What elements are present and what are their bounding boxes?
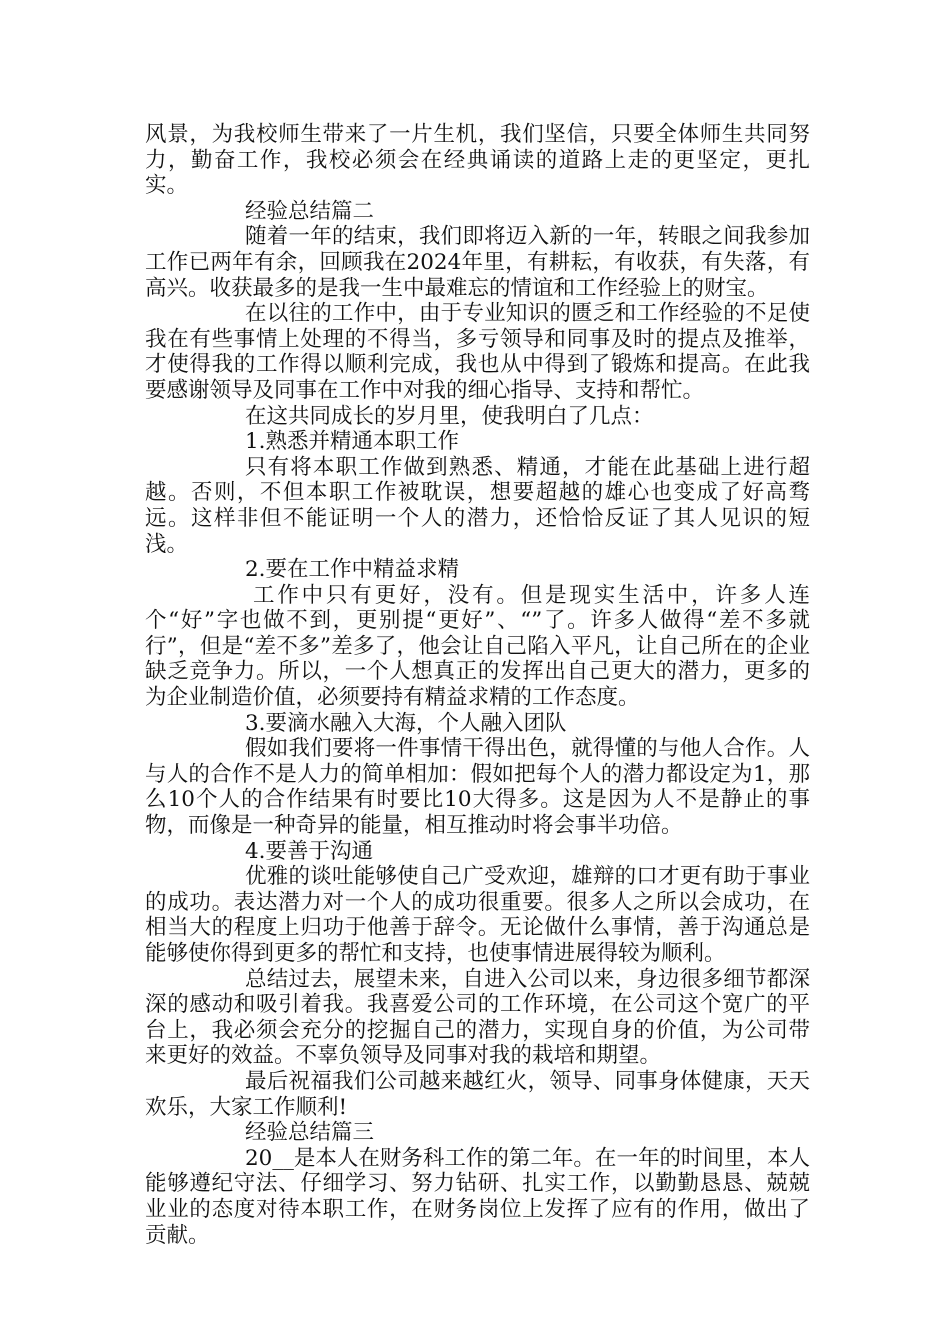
- paragraph: 在以往的工作中，由于专业知识的匮乏和工作经验的不足使我在有些事情上处理的不得当，多亏领导和同事及时的提点及推举，才使得我的工作得以顺利完成，我也从中得到了锻炼和提高。在此我要感谢领导及同事在工作中对我的细心指导、支持和帮忙。: [145, 301, 810, 403]
- document-body: [145, 122, 810, 1248]
- paragraph: 20__是本人在财务科工作的第二年。在一年的时间里，本人能够遵纪守法、仔细学习、努力钻研、扎实工作，以勤勤恳恳、兢兢业业的态度对待本职工作，在财务岗位上发挥了应有的作用，做出了贡献。: [145, 1145, 810, 1248]
- paragraph: 最后祝福我们公司越来越红火，领导、同事身体健康，天天欢乐，大家工作顺利!: [145, 1068, 810, 1120]
- paragraph: 总结过去，展望未来，自进入公司以来，身边很多细节都深深的感动和吸引着我。我喜爱公司的工作环境，在公司这个宽广的平台上，我必须会充分的挖掘自己的潜力，实现自身的价值，为公司带来更好的效益。不辜负领导及同事对我的栽培和期望。: [145, 966, 810, 1069]
- paragraph: 只有将本职工作做到熟悉、精通，才能在此基础上进行超越。否则，不但本职工作被耽误，想要超越的雄心也变成了好高骛远。这样非但不能证明一个人的潜力，还恰恰反证了其人见识的短浅。: [145, 454, 810, 557]
- paragraph: 随着一年的结束，我们即将迈入新的一年，转眼之间我参加工作已两年有余，回顾我在2024年里，有耕耘，有收获，有失落，有高兴。收获最多的是我一生中最难忘的情谊和工作经验上的财宝。: [145, 224, 810, 301]
- paragraph: 优雅的谈吐能够使自己广受欢迎，雄辩的口才更有助于事业的成功。表达潜力对一个人的成功很重要。很多人之所以会成功，在相当大的程度上归功于他善于辞令。无论做什么事情，善于沟通总是能够使你得到更多的帮忙和支持，也使事情进展得较为顺利。: [145, 864, 810, 966]
- section-heading-3: 经验总结篇三: [245, 1120, 375, 1146]
- paragraph: 在这共同成长的岁月里，使我明白了几点：: [245, 403, 654, 429]
- list-heading-4: 4.要善于沟通: [245, 838, 374, 864]
- paragraph-continuation: 风景，为我校师生带来了一片生机，我们坚信，只要全体师生共同努力，勤奋工作，我校必须会在经典诵读的道路上走的更坚定，更扎实。: [145, 122, 810, 199]
- list-heading-3: 3.要滴水融入大海，个人融入团队: [245, 710, 567, 736]
- section-heading-2: 经验总结篇二: [245, 198, 375, 224]
- list-heading-1: 1.熟悉并精通本职工作: [245, 429, 460, 455]
- list-heading-2: 2.要在工作中精益求精: [245, 557, 460, 583]
- paragraph: 假如我们要将一件事情干得出色，就得懂的与他人合作。人与人的合作不是人力的简单相加：假如把每个人的潜力都设定为1，那么10个人的合作结果有时要比10大得多。这是因为人不是静止的事物，而像是一种奇异的能量，相互推动时将会事半功倍。: [145, 736, 810, 839]
- paragraph: 工作中只有更好，没有。但是现实生活中，许多人连个“好”字也做不到，更别提“更好”、“”了。许多人做得“差不多就行”，但是“差不多”差多了，他会让自己陷入平凡，让自己所在的企业缺乏竞争力。所以，一个人想真正的发挥出自己更大的潜力，更多的为企业制造价值，必须要持有精益求精的工作态度。: [145, 582, 810, 711]
